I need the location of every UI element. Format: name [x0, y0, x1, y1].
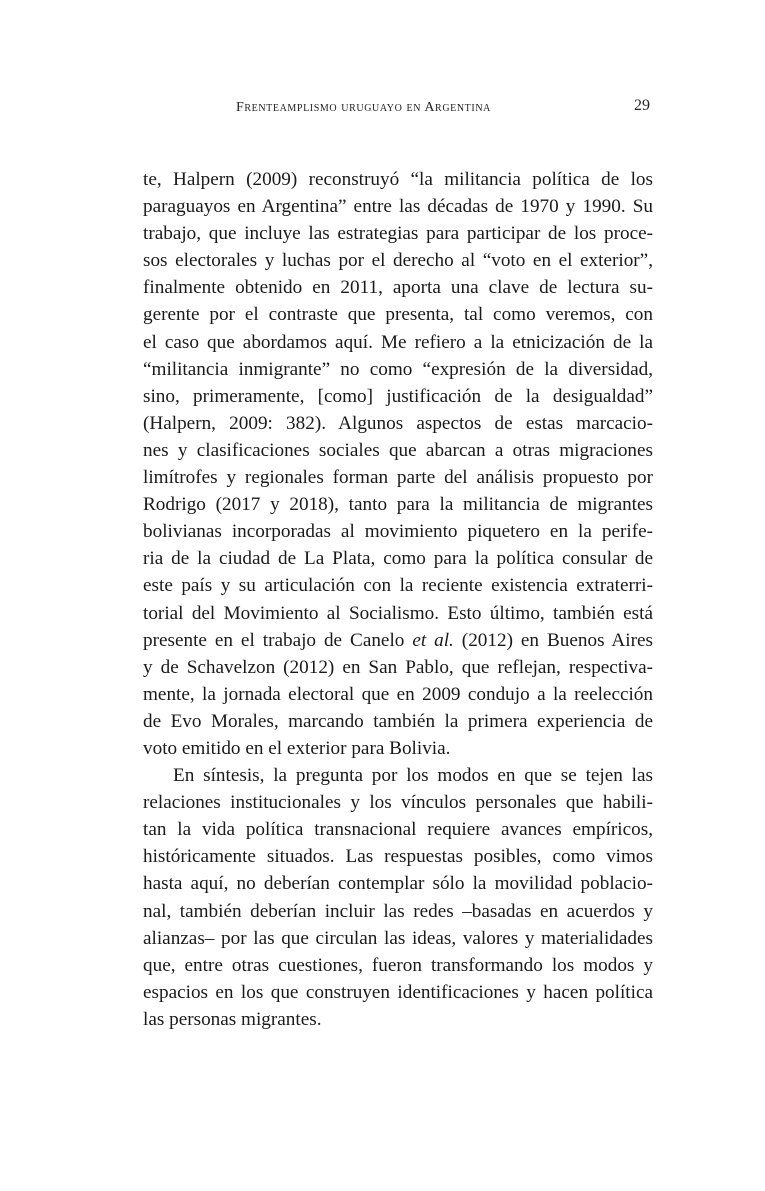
text-line: torial del Movimiento al Socialismo. Esto último, también está — [143, 602, 653, 624]
body-text — [143, 166, 653, 1033]
text-line: relaciones institucionales y los vínculos personales que habili- — [143, 792, 653, 814]
text-segment: presente en el trabajo de Canelo — [143, 629, 413, 651]
text-line: voto emitido en el exterior para Bolivia. — [143, 737, 451, 759]
text-line: trabajo, que incluye las estrategias para participar de los proce- — [143, 223, 653, 245]
text-segment: (2012) en Buenos Aires — [453, 629, 653, 651]
text-line: Rodrigo (2017 y 2018), tanto para la militancia de migrantes — [143, 494, 653, 516]
text-line: te, Halpern (2009) reconstruyó “la militancia política de los — [143, 169, 653, 190]
text-line: las personas migrantes. — [143, 1008, 322, 1030]
text-line: de Evo Morales, marcando también la primera experiencia de — [143, 710, 653, 732]
text-line: y de Schavelzon (2012) en San Pablo, que reflejan, respectiva- — [143, 656, 653, 678]
text-line: nes y clasificaciones sociales que abarcan a otras migraciones — [143, 439, 653, 461]
text-line: finalmente obtenido en 2011, aporta una clave de lectura su- — [143, 277, 653, 299]
text-line: espacios en los que construyen identificaciones y hacen política — [143, 981, 653, 1003]
text-line: hasta aquí, no deberían contemplar sólo la movilidad poblacio- — [143, 873, 653, 895]
text-line-indented: En síntesis, la pregunta por los modos en que se tejen las — [173, 765, 653, 787]
text-line: paraguayos en Argentina” entre las décadas de 1970 y 1990. Su — [143, 196, 653, 218]
text-line: sino, primeramente, [como] justificación de la desigualdad” — [143, 385, 653, 407]
text-line: ria de la ciudad de La Plata, como para la política consular de — [143, 548, 653, 570]
text-line: “militancia inmigrante” no como “expresión de la diversidad, — [143, 358, 653, 380]
text-line: bolivianas incorporadas al movimiento piquetero en la perife- — [143, 521, 653, 543]
text-line: (Halpern, 2009: 382). Algunos aspectos de estas marcacio- — [143, 412, 653, 434]
text-line: tan la vida política transnacional requiere avances empíricos, — [143, 819, 653, 841]
text-line: gerente por el contraste que presenta, tal como veremos, con — [143, 304, 653, 326]
italic-citation: et al. — [412, 629, 454, 651]
running-header-title: Frenteamplismo uruguayo en Argentina — [236, 100, 491, 115]
text-line: limítrofes y regionales forman parte del análisis propuesto por — [143, 467, 653, 489]
page-number: 29 — [634, 97, 650, 114]
text-line: alianzas– por las que circulan las ideas, valores y materialidades — [143, 927, 653, 949]
text-line: sos electorales y luchas por el derecho al “voto en el exterior”, — [143, 250, 653, 272]
text-line: históricamente situados. Las respuestas posibles, como vimos — [143, 846, 653, 868]
text-line-with-italic — [143, 627, 653, 654]
text-line: este país y su articulación con la reciente existencia extraterri- — [143, 575, 653, 597]
text-line: mente, la jornada electoral que en 2009 condujo a la reelección — [143, 683, 653, 705]
text-line: nal, también deberían incluir las redes –basadas en acuerdos y — [143, 900, 653, 922]
text-line: el caso que abordamos aquí. Me refiero a la etnicización de la — [143, 331, 653, 353]
text-line: que, entre otras cuestiones, fueron transformando los modos y — [143, 954, 653, 976]
